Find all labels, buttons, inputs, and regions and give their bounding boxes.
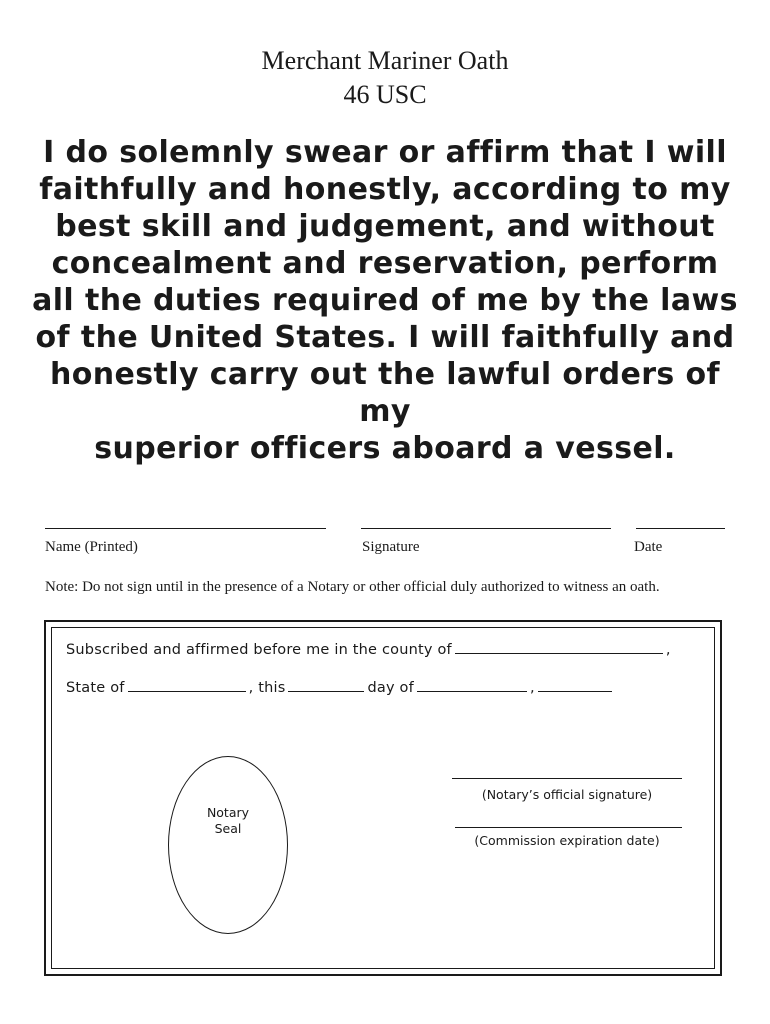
oath-line: I do solemnly swear or affirm that I will — [43, 135, 727, 170]
commission-expiration-line[interactable] — [455, 827, 682, 828]
document-title: Merchant Mariner Oath — [261, 46, 509, 75]
notary-seal-area[interactable] — [168, 756, 288, 934]
oath-line: faithfully and honestly, according to my — [39, 172, 731, 207]
day-of-label: day of — [367, 680, 414, 696]
name-signature-line[interactable] — [45, 528, 326, 529]
county-field[interactable] — [455, 639, 663, 654]
signature-label: Signature — [362, 539, 420, 555]
county-line — [66, 639, 671, 658]
signature-line[interactable] — [361, 528, 611, 529]
oath-line: concealment and reservation, perform — [51, 246, 719, 281]
oath-line: of the United States. I will faithfully and — [35, 320, 735, 355]
state-label: State of — [66, 680, 125, 696]
document-subtitle: 46 USC — [343, 80, 427, 109]
day-field[interactable] — [288, 677, 364, 692]
oath-line: all the duties required of me by the laws — [32, 283, 738, 318]
oath-line: superior officers aboard a vessel. — [94, 431, 676, 466]
state-line — [66, 677, 615, 696]
notary-signature-line[interactable] — [452, 778, 682, 779]
year-field[interactable] — [538, 677, 612, 692]
this-label: , this — [248, 680, 286, 696]
state-field[interactable] — [128, 677, 246, 692]
date-label: Date — [634, 539, 663, 555]
name-printed-label: Name (Printed) — [45, 539, 138, 555]
seal-label-line2: Seal — [214, 821, 242, 836]
oath-text — [30, 134, 740, 467]
oath-line: best skill and judgement, and without — [55, 209, 715, 244]
notary-signature-label: (Notary’s official signature) — [481, 787, 653, 802]
seal-label-line1: Notary — [206, 805, 250, 820]
oath-line: honestly carry out the lawful orders of my — [50, 357, 720, 429]
date-line[interactable] — [636, 528, 725, 529]
commission-expiration-label: (Commission expiration date) — [474, 833, 660, 848]
county-suffix: , — [665, 642, 671, 658]
notary-note: Note: Do not sign until in the presence of a Notary or other official duly authorized to witness an oath. — [45, 579, 660, 595]
county-prefix: Subscribed and affirmed before me in the county of — [66, 642, 452, 658]
comma-label: , — [529, 680, 535, 696]
month-field[interactable] — [417, 677, 527, 692]
